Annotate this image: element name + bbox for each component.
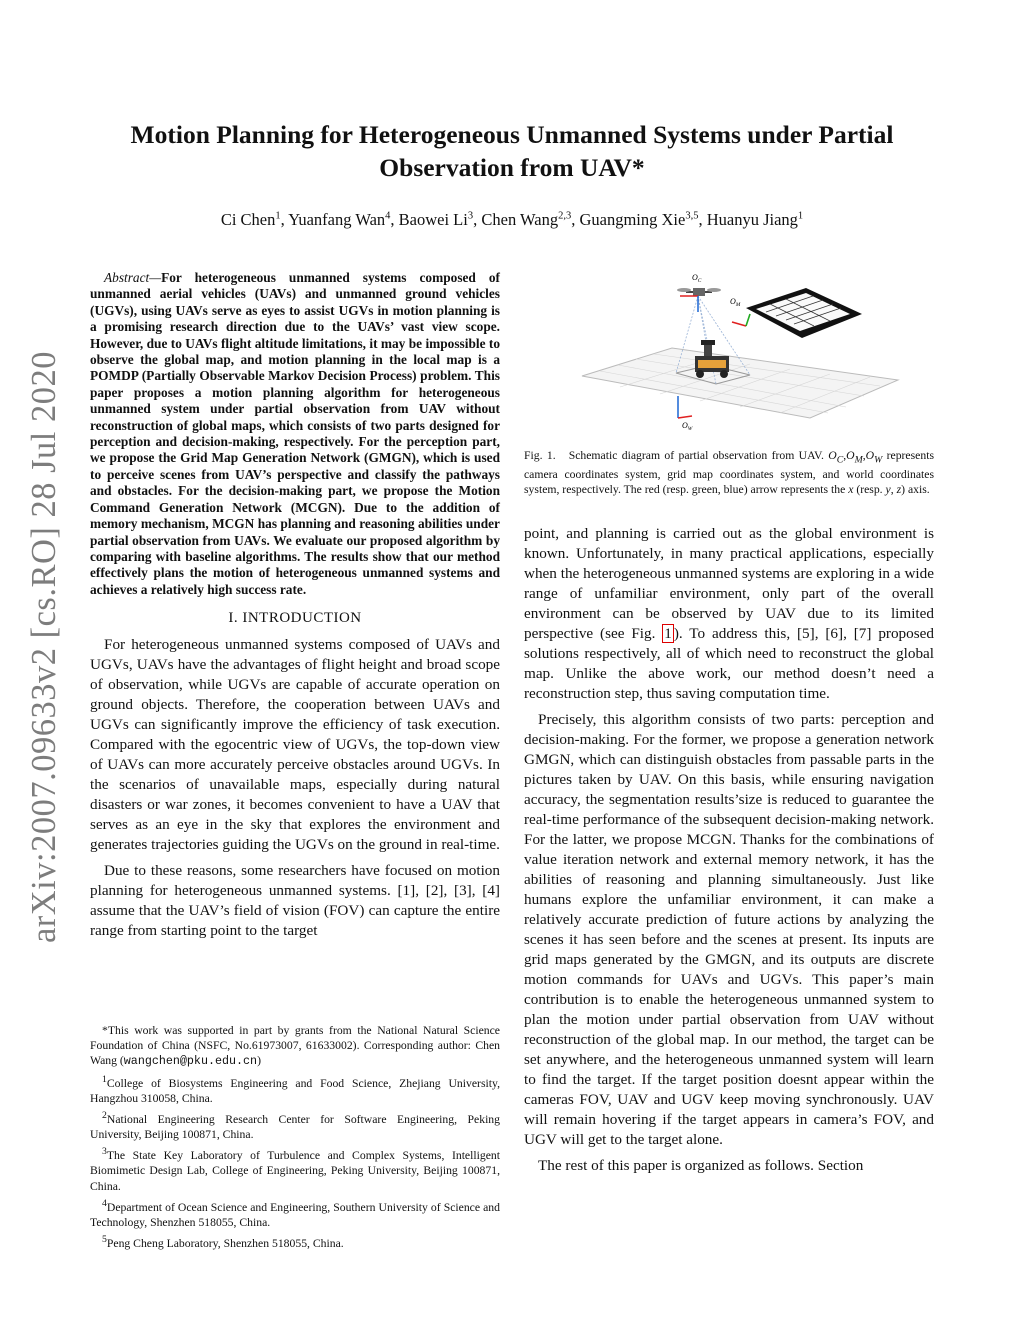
section-heading-introduction: I. INTRODUCTION bbox=[228, 610, 362, 627]
uav-schematic-illustration bbox=[580, 268, 900, 440]
email-link[interactable]: wangchen@pku.edu.cn bbox=[123, 1054, 258, 1069]
world-x-axis-arrow bbox=[678, 416, 692, 418]
intro-paragraph-2-continued: point, and planning is carried out as the global environment is known. Unfortunately, in many practical applications, especially when the heterogeneous unmanned systems are exploring in a wide range of unfamiliar environment, only part of the overall environment can be observed by UAV due to its limited perspective (see Fig. 1 ). To address this, [5], [6], [7] proposed solutions respectively, all of which need to reconstruct the global map. Unlike the above work, our method doesn’t need a reconstruction step, thus saving computation time. bbox=[524, 525, 934, 702]
figure-1 bbox=[580, 268, 900, 440]
author-1: Ci Chen$^1$ bbox=[220, 210, 281, 229]
footnote-affiliation-5: $^5$Peng Cheng Laboratory, Shenzhen 518055, China. bbox=[102, 1234, 344, 1250]
label-oc: $O_C$ bbox=[692, 273, 702, 284]
author-4: Chen Wang$^{2,3}$ bbox=[481, 210, 572, 229]
footnote-funding: *This work was supported in part by grants from the National Natural Science Foundation of China (NSFC, No.61973007, 61633002). Corresponding author: Chen Wang (wangchen@pku.edu.cn) bbox=[90, 1024, 500, 1069]
arxiv-sidebar-stamp: arXiv:2007.09633v2 [cs.RO] 28 Jul 2020 bbox=[25, 350, 63, 944]
paper-title bbox=[60, 118, 964, 184]
label-ow: $O_W$ bbox=[682, 421, 693, 432]
footnote-affiliation-4: $^4$Department of Ocean Science and Engineering, Southern University of Science and Technology, Shenzhen 518055, China. bbox=[90, 1197, 500, 1229]
uav-drone bbox=[677, 288, 721, 296]
abstract bbox=[90, 270, 500, 598]
author-2: Yuanfang Wan$^4$ bbox=[288, 210, 391, 229]
caption-label: Fig. 1. bbox=[524, 449, 556, 462]
ground-plane bbox=[582, 348, 898, 418]
intro-paragraph-2: Due to these reasons, some researchers have focused on motion planning for heterogeneous unmanned systems. [1], [2], [3], [4] assume that the UAV’s field of vision (FOV) can capture the entire range from starting point to the target bbox=[90, 862, 500, 940]
figure-1-link[interactable]: 1 bbox=[664, 625, 672, 642]
footnotes bbox=[90, 1023, 500, 1253]
gridmap-y-axis-arrow bbox=[746, 314, 750, 326]
intro-body bbox=[90, 635, 500, 941]
author-3: Baowei Li$^3$ bbox=[398, 210, 474, 229]
author-list: Ci Chen$^1$, Yuanfang Wan$^4$, Baowei Li$^3$, Chen Wang$^{2,3}$, Guangming Xie$^{3,5}$, Huanyu Jiang$^1$ bbox=[220, 210, 804, 229]
title-line-1: Motion Planning for Heterogeneous Unmanned Systems under Partial bbox=[130, 120, 894, 149]
label-om: $O_M$ bbox=[730, 297, 741, 308]
intro-paragraph-1: For heterogeneous unmanned systems composed of UAVs and UGVs, UAVs have the advantages of flight height and broad scope of observation, while UGVs are capable of accurate operation on ground objects. Therefore, the cooperation between UAVs and UGVs can significantly improve the efficiency of task execution. Compared with the egocentric view of UGVs, the top-down view of UAVs can more accurately perceive obstacles around UGVs. In the scenarios of unavailable maps, especially during natural disasters or war zones, it becomes convenient to have a UAV that serves as an eye in the sky that explores the environment and generates trajectories guiding the UGVs on the ground in real-time. bbox=[90, 636, 500, 854]
intro-paragraph-4: The rest of this paper is organized as follows. Section bbox=[538, 1157, 864, 1174]
intro-paragraph-3: Precisely, this algorithm consists of two parts: perception and decision-making. For the former, we propose a generation network GMGN, which can distinguish obstacles from passable parts in the pictures taken by UAV. On this basis, while ensuring navigation accuracy, the segmentation results’size is reduced to guarantee the real-time performance of the subsequent decision-making network. For the latter, we propose MCGN. Thanks for the combinations of value iteration network and external memory network, it has the abilities of reasoning and planning simultaneously. Just like humans explore the unfamiliar environment, it can make a relatively accurate prediction of future actions by analyzing the scenes it has seen before and the scenes at present. Its inputs are grid maps generated by the GMGN, and its outputs are discrete motion commands for UAVs and UGVs. This paper’s main contribution is to enable the heterogeneous unmanned system to plan the motion under partial observation from UAV without reconstruction of the global map. In our method, the target can be set anywhere, and the heterogeneous unmanned system will learn to find the target. If the target position doesnt appear within the cameras FOV, UAV and UGV keep moving synchronously. UAV will remain hovering if the target appears in camera’s FOV, and UGV will get to the target alone. bbox=[524, 711, 934, 1148]
grid-map-inner bbox=[756, 293, 850, 331]
footnote-affiliation-2: $^2$National Engineering Research Center for Software Engineering, Peking University, Beijing 100871, China. bbox=[90, 1109, 500, 1141]
figure-1-caption: Fig. 1. Schematic diagram of partial observation from UAV. $O_C,O_M,O_W$ represents camera coordinates system, grid map coordinates system, and world coordinates system, respectively. The red (resp. green, blue) arrow represents the x (resp. y, z) axis. bbox=[524, 449, 934, 497]
author-5: Guangming Xie$^{3,5}$ bbox=[579, 210, 699, 229]
title-line-2: Observation from UAV* bbox=[379, 153, 645, 182]
right-column bbox=[524, 524, 934, 1182]
abstract-label: Abstract— bbox=[104, 270, 162, 285]
author-6: Huanyu Jiang$^1$ bbox=[706, 210, 804, 229]
gridmap-x-axis-arrow bbox=[732, 322, 746, 326]
footnote-affiliation-3: $^3$The State Key Laboratory of Turbulence and Complex Systems, Intelligent Biomimetic Design Lab, College of Engineering, Peking University, Beijing 100871, China. bbox=[90, 1146, 500, 1193]
footnote-affiliation-1: $^1$College of Biosystems Engineering and Food Science, Zhejiang University, Hangzhou 310058, China. bbox=[90, 1073, 500, 1105]
left-column bbox=[90, 270, 500, 947]
abstract-text: For heterogeneous unmanned systems composed of unmanned aerial vehicles (UAVs) and unmanned ground vehicles (UGVs), using UAVs serve as eyes to assist UGVs in motion planning is a promising research direction due to the UAVs’ vast view scope. However, due to UAVs flight altitude limitations, it may be impossible to observe the global map, and motion planning in the local map is a POMDP (Partially Observable Markov Decision Process) problem. This paper proposes a motion planning algorithm for heterogeneous unmanned system under partial observation from UAV without reconstruction of global maps, which consists of two parts designed for perception and decision-making, respectively. For the perception part, we propose the Grid Map Generation Network (GMGN), which is used to perceive scenes from UAV’s perspective and classify the pathways and obstacles. For the decision-making part, we propose the Motion Command Generation Network (MCGN). Due to the addition of memory mechanism, MCGN has planning and reasoning abilities under partial observation from UAVs. We evaluate our proposed algorithm by comparing with baseline algorithms. The results show that our method effectively plans the motion of heterogeneous unmanned systems and achieves a relatively high success rate. bbox=[90, 270, 500, 597]
